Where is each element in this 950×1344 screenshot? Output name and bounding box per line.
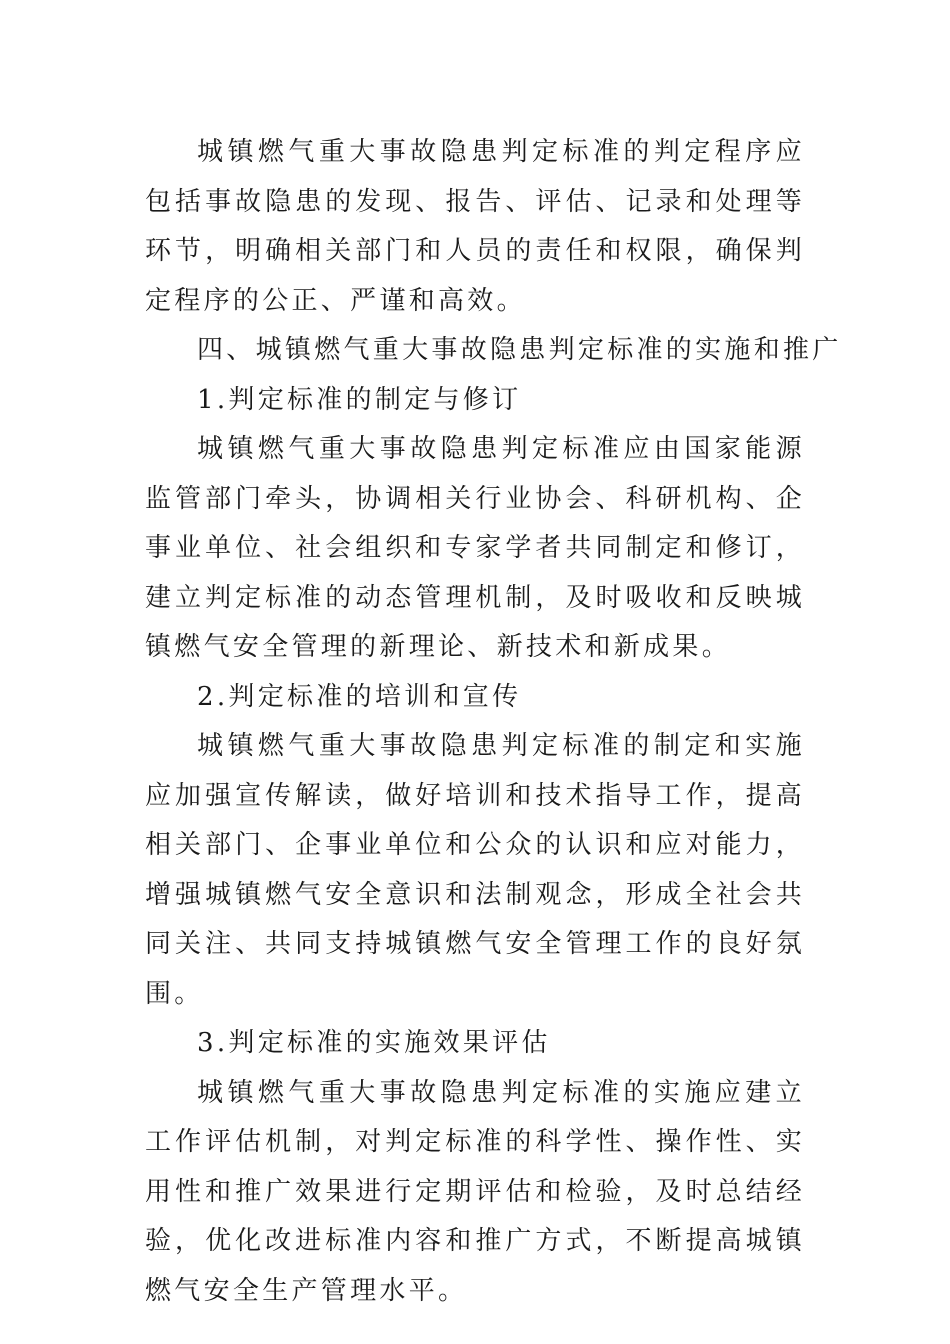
paragraph-training: 城镇燃气重大事故隐患判定标准的制定和实施应加强宣传解读，做好培训和技术指导工作，提高相关部门、企事业单位和公众的认识和应对能力，增强城镇燃气安全意识和法制观念，形成全社会共同关注、共同支持城镇燃气安全管理工作的良好氛围。 xyxy=(145,731,805,1009)
document-body xyxy=(145,128,842,1316)
paragraph-formulation: 城镇燃气重大事故隐患判定标准应由国家能源监管部门牵头，协调相关行业协会、科研机构、企事业单位、社会组织和专家学者共同制定和修订，建立判定标准的动态管理机制，及时吸收和反映城镇燃气安全管理的新理论、新技术和新成果。 xyxy=(145,434,805,662)
subheading-evaluation: 3.判定标准的实施效果评估 xyxy=(197,1028,551,1058)
paragraph-judgement-procedure: 城镇燃气重大事故隐患判定标准的判定程序应包括事故隐患的发现、报告、评估、记录和处理等环节，明确相关部门和人员的责任和权限，确保判定程序的公正、严谨和高效。 xyxy=(145,137,805,316)
subheading-training: 2.判定标准的培训和宣传 xyxy=(197,681,522,712)
section-heading-implementation: 四、城镇燃气重大事故隐患判定标准的实施和推广 xyxy=(197,335,842,365)
subheading-formulation: 1.判定标准的制定与修订 xyxy=(197,384,522,415)
paragraph-evaluation: 城镇燃气重大事故隐患判定标准的实施应建立工作评估机制，对判定标准的科学性、操作性、实用性和推广效果进行定期评估和检验，及时总结经验，优化改进标准内容和推广方式，不断提高城镇燃气安全生产管理水平。 xyxy=(145,1077,805,1306)
